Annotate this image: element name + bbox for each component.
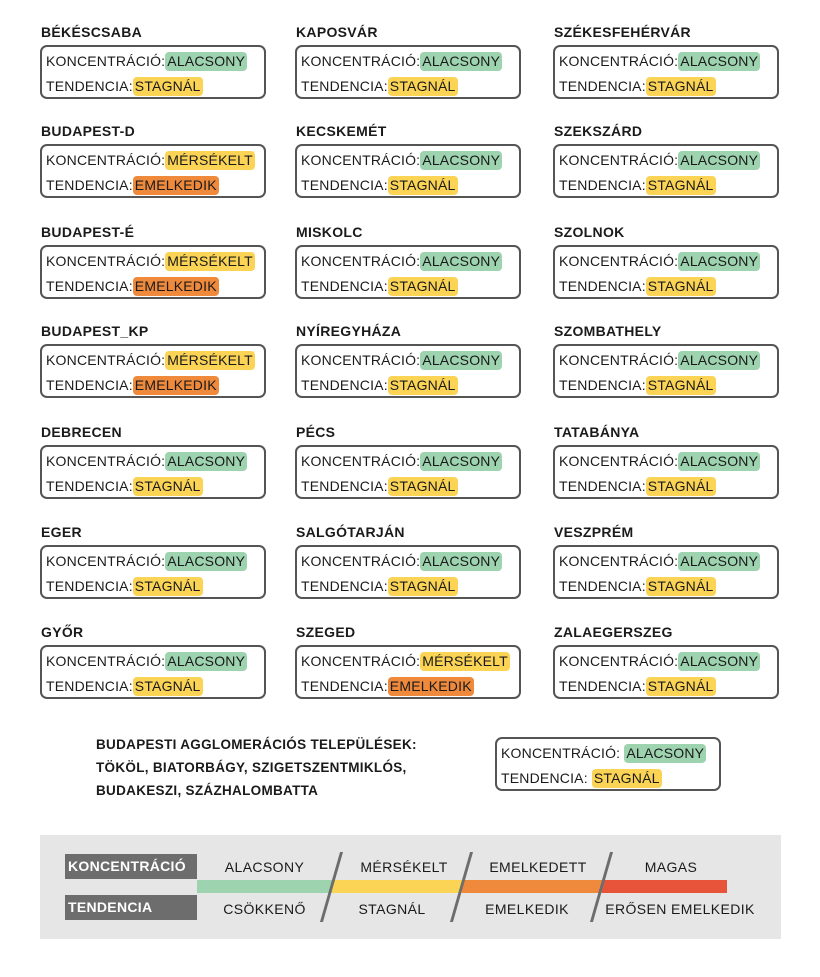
city-name: KAPOSVÁR xyxy=(296,24,378,40)
city-card xyxy=(40,445,266,499)
concentration-label: KONCENTRÁCIÓ: xyxy=(559,553,679,569)
trend-row xyxy=(559,74,777,99)
concentration-row xyxy=(559,449,777,474)
concentration-label: KONCENTRÁCIÓ: xyxy=(46,653,166,669)
concentration-label: KONCENTRÁCIÓ: xyxy=(301,352,421,368)
trend-row xyxy=(46,173,264,198)
legend-trend-key: TENDENCIA xyxy=(65,895,197,920)
concentration-badge: ALACSONY xyxy=(167,553,246,569)
legend-level-low: ALACSONY xyxy=(224,859,305,875)
city-block xyxy=(553,523,793,599)
city-card xyxy=(295,445,521,499)
legend-trend-rising: EMELKEDIK xyxy=(485,901,569,917)
concentration-row xyxy=(301,348,519,373)
city-name: PÉCS xyxy=(296,424,336,440)
agglomeration-title: BUDAPESTI AGGLOMERÁCIÓS TELEPÜLÉSEK: xyxy=(96,737,417,752)
city-block xyxy=(553,23,793,99)
agglomeration-towns-line1: TÖKÖL, BIATORBÁGY, SZIGETSZENTMIKLÓS, xyxy=(96,760,407,775)
city-name: NYÍREGYHÁZA xyxy=(296,323,402,339)
trend-label: TENDENCIA: xyxy=(301,78,388,94)
concentration-label: KONCENTRÁCIÓ: xyxy=(46,453,166,469)
city-name: KECSKEMÉT xyxy=(296,123,387,139)
city-block xyxy=(40,122,280,198)
legend-level-moderate: MÉRSÉKELT xyxy=(360,859,448,875)
city-card xyxy=(40,45,266,99)
trend-label: TENDENCIA: xyxy=(301,578,388,594)
trend-row xyxy=(501,766,719,791)
trend-row xyxy=(46,373,264,398)
legend-bar-moderate xyxy=(332,880,462,893)
city-name: SZEKSZÁRD xyxy=(554,123,643,139)
legend-concentration-key: KONCENTRÁCIÓ xyxy=(65,854,197,879)
legend-trend-decreasing: CSÖKKENŐ xyxy=(223,901,306,917)
trend-badge: STAGNÁL xyxy=(647,478,714,494)
concentration-row xyxy=(559,348,777,373)
trend-badge: STAGNÁL xyxy=(389,478,456,494)
legend-bar-high xyxy=(602,880,727,893)
trend-badge: STAGNÁL xyxy=(647,278,714,294)
concentration-badge: ALACSONY xyxy=(680,553,759,569)
concentration-badge: ALACSONY xyxy=(422,352,501,368)
trend-badge: EMELKEDIK xyxy=(134,278,217,294)
city-name: SZOLNOK xyxy=(554,224,625,240)
city-block xyxy=(295,322,535,398)
concentration-label: KONCENTRÁCIÓ: xyxy=(301,553,421,569)
city-card xyxy=(40,545,266,599)
concentration-row xyxy=(301,449,519,474)
concentration-label: KONCENTRÁCIÓ: xyxy=(559,653,679,669)
city-card xyxy=(295,545,521,599)
agglomeration-towns-line2: BUDAKESZI, SZÁZHALOMBATTA xyxy=(96,783,319,798)
concentration-row xyxy=(559,549,777,574)
concentration-label: KONCENTRÁCIÓ: xyxy=(46,152,166,168)
trend-badge: STAGNÁL xyxy=(389,177,456,193)
concentration-badge: ALACSONY xyxy=(680,152,759,168)
trend-row xyxy=(46,574,264,599)
city-card xyxy=(553,344,779,398)
city-name: EGER xyxy=(41,524,82,540)
city-block xyxy=(40,322,280,398)
city-name: SZÉKESFEHÉRVÁR xyxy=(554,24,691,40)
concentration-row xyxy=(46,449,264,474)
city-card xyxy=(40,144,266,198)
city-card xyxy=(40,245,266,299)
city-name: ZALAEGERSZEG xyxy=(554,624,673,640)
city-card xyxy=(553,445,779,499)
city-name: SZOMBATHELY xyxy=(554,323,662,339)
trend-row xyxy=(301,373,519,398)
concentration-label: KONCENTRÁCIÓ: xyxy=(46,352,166,368)
concentration-row xyxy=(301,549,519,574)
concentration-row xyxy=(46,348,264,373)
city-block xyxy=(295,122,535,198)
trend-label: TENDENCIA: xyxy=(559,478,646,494)
concentration-badge: MÉRSÉKELT xyxy=(167,253,253,269)
city-block xyxy=(553,423,793,499)
concentration-badge: MÉRSÉKELT xyxy=(167,352,253,368)
trend-row xyxy=(559,674,777,699)
trend-badge: EMELKEDIK xyxy=(389,678,472,694)
concentration-badge: MÉRSÉKELT xyxy=(422,653,508,669)
trend-label: TENDENCIA: xyxy=(301,478,388,494)
trend-badge: STAGNÁL xyxy=(389,377,456,393)
trend-badge: STAGNÁL xyxy=(647,578,714,594)
concentration-row xyxy=(46,649,264,674)
trend-label: TENDENCIA: xyxy=(559,177,646,193)
city-card xyxy=(295,645,521,699)
city-card xyxy=(553,45,779,99)
trend-row xyxy=(46,474,264,499)
concentration-row xyxy=(301,148,519,173)
legend-trend-stagnant: STAGNÁL xyxy=(358,901,426,917)
city-block xyxy=(553,122,793,198)
concentration-badge: ALACSONY xyxy=(422,453,501,469)
city-card xyxy=(553,144,779,198)
concentration-row xyxy=(46,148,264,173)
city-card xyxy=(40,344,266,398)
concentration-label: KONCENTRÁCIÓ: xyxy=(559,453,679,469)
city-block xyxy=(295,623,535,699)
concentration-badge: ALACSONY xyxy=(167,53,246,69)
concentration-badge: ALACSONY xyxy=(422,53,501,69)
trend-badge: STAGNÁL xyxy=(134,478,201,494)
city-name: SALGÓTARJÁN xyxy=(296,524,405,540)
concentration-label: KONCENTRÁCIÓ: xyxy=(46,53,166,69)
concentration-badge: ALACSONY xyxy=(422,253,501,269)
concentration-row xyxy=(46,249,264,274)
concentration-badge: MÉRSÉKELT xyxy=(167,152,253,168)
concentration-label: KONCENTRÁCIÓ: xyxy=(301,53,421,69)
trend-label: TENDENCIA: xyxy=(46,278,133,294)
trend-badge: STAGNÁL xyxy=(389,78,456,94)
city-card xyxy=(295,344,521,398)
trend-label: TENDENCIA: xyxy=(559,278,646,294)
trend-label: TENDENCIA: xyxy=(46,377,133,393)
trend-badge: STAGNÁL xyxy=(647,78,714,94)
trend-row xyxy=(559,474,777,499)
concentration-row xyxy=(559,249,777,274)
concentration-badge: ALACSONY xyxy=(680,53,759,69)
legend-bar-elevated xyxy=(462,880,602,893)
concentration-row xyxy=(46,549,264,574)
trend-label: TENDENCIA: xyxy=(301,177,388,193)
trend-label: TENDENCIA: xyxy=(501,770,588,786)
trend-row xyxy=(46,74,264,99)
city-card xyxy=(553,645,779,699)
concentration-row xyxy=(301,649,519,674)
trend-row xyxy=(559,274,777,299)
trend-badge: STAGNÁL xyxy=(134,678,201,694)
trend-label: TENDENCIA: xyxy=(559,377,646,393)
trend-badge: STAGNÁL xyxy=(647,177,714,193)
trend-row xyxy=(46,674,264,699)
city-name: MISKOLC xyxy=(296,224,363,240)
trend-label: TENDENCIA: xyxy=(46,578,133,594)
trend-label: TENDENCIA: xyxy=(559,78,646,94)
trend-badge: STAGNÁL xyxy=(647,678,714,694)
trend-label: TENDENCIA: xyxy=(301,278,388,294)
trend-badge: STAGNÁL xyxy=(647,377,714,393)
trend-row xyxy=(559,173,777,198)
city-block xyxy=(40,23,280,99)
concentration-badge: ALACSONY xyxy=(680,453,759,469)
city-name: SZEGED xyxy=(296,624,356,640)
trend-badge: STAGNÁL xyxy=(389,278,456,294)
trend-label: TENDENCIA: xyxy=(46,478,133,494)
concentration-label: KONCENTRÁCIÓ: xyxy=(559,152,679,168)
concentration-row xyxy=(301,249,519,274)
trend-label: TENDENCIA: xyxy=(559,678,646,694)
concentration-label: KONCENTRÁCIÓ: xyxy=(301,653,421,669)
concentration-row xyxy=(559,148,777,173)
trend-badge: EMELKEDIK xyxy=(134,177,217,193)
legend-bar-low xyxy=(197,880,332,893)
trend-row xyxy=(301,274,519,299)
city-name: BUDAPEST_KP xyxy=(41,323,149,339)
concentration-badge: ALACSONY xyxy=(680,253,759,269)
trend-label: TENDENCIA: xyxy=(46,177,133,193)
city-name: BÉKÉSCSABA xyxy=(41,24,143,40)
city-block xyxy=(553,623,793,699)
concentration-label: KONCENTRÁCIÓ: xyxy=(301,253,421,269)
concentration-label: KONCENTRÁCIÓ: xyxy=(46,253,166,269)
trend-label: TENDENCIA: xyxy=(46,678,133,694)
city-block xyxy=(295,23,535,99)
trend-badge: STAGNÁL xyxy=(593,770,660,786)
city-block xyxy=(295,523,535,599)
city-block xyxy=(40,623,280,699)
concentration-label: KONCENTRÁCIÓ: xyxy=(501,745,621,761)
concentration-row xyxy=(559,49,777,74)
concentration-row xyxy=(559,649,777,674)
concentration-badge: ALACSONY xyxy=(422,152,501,168)
trend-badge: STAGNÁL xyxy=(134,78,201,94)
city-block xyxy=(553,223,793,299)
city-card xyxy=(553,245,779,299)
city-name: DEBRECEN xyxy=(41,424,122,440)
trend-row xyxy=(301,474,519,499)
trend-row xyxy=(301,173,519,198)
trend-row xyxy=(301,74,519,99)
trend-label: TENDENCIA: xyxy=(559,578,646,594)
concentration-row xyxy=(301,49,519,74)
trend-row xyxy=(301,674,519,699)
city-name: GYŐR xyxy=(41,624,84,640)
concentration-label: KONCENTRÁCIÓ: xyxy=(301,453,421,469)
city-block xyxy=(40,223,280,299)
city-card xyxy=(295,245,521,299)
concentration-row xyxy=(501,741,719,766)
legend-level-elevated: EMELKEDETT xyxy=(489,859,587,875)
agglomeration-description xyxy=(96,733,476,802)
trend-row xyxy=(46,274,264,299)
city-block xyxy=(295,423,535,499)
city-block xyxy=(40,523,280,599)
concentration-row xyxy=(46,49,264,74)
trend-row xyxy=(559,373,777,398)
concentration-label: KONCENTRÁCIÓ: xyxy=(301,152,421,168)
city-block xyxy=(295,223,535,299)
concentration-badge: ALACSONY xyxy=(680,352,759,368)
trend-row xyxy=(559,574,777,599)
concentration-badge: ALACSONY xyxy=(167,653,246,669)
concentration-label: KONCENTRÁCIÓ: xyxy=(559,352,679,368)
city-name: TATABÁNYA xyxy=(554,424,640,440)
legend-trend-strongly-rising: ERŐSEN EMELKEDIK xyxy=(605,901,755,917)
city-name: VESZPRÉM xyxy=(554,524,634,540)
trend-label: TENDENCIA: xyxy=(301,377,388,393)
city-card xyxy=(295,45,521,99)
legend xyxy=(40,835,781,939)
city-card xyxy=(40,645,266,699)
city-block xyxy=(40,423,280,499)
concentration-label: KONCENTRÁCIÓ: xyxy=(46,553,166,569)
trend-badge: STAGNÁL xyxy=(134,578,201,594)
agglomeration-card xyxy=(495,737,721,791)
concentration-label: KONCENTRÁCIÓ: xyxy=(559,253,679,269)
concentration-badge: ALACSONY xyxy=(626,745,705,761)
trend-badge: EMELKEDIK xyxy=(134,377,217,393)
trend-label: TENDENCIA: xyxy=(301,678,388,694)
trend-label: TENDENCIA: xyxy=(46,78,133,94)
city-card xyxy=(553,545,779,599)
concentration-badge: ALACSONY xyxy=(422,553,501,569)
city-name: BUDAPEST-D xyxy=(41,123,136,139)
trend-badge: STAGNÁL xyxy=(389,578,456,594)
trend-row xyxy=(301,574,519,599)
concentration-badge: ALACSONY xyxy=(167,453,246,469)
legend-level-high: MAGAS xyxy=(644,859,698,875)
city-block xyxy=(553,322,793,398)
concentration-label: KONCENTRÁCIÓ: xyxy=(559,53,679,69)
city-card xyxy=(295,144,521,198)
concentration-badge: ALACSONY xyxy=(680,653,759,669)
city-name: BUDAPEST-É xyxy=(41,224,135,240)
